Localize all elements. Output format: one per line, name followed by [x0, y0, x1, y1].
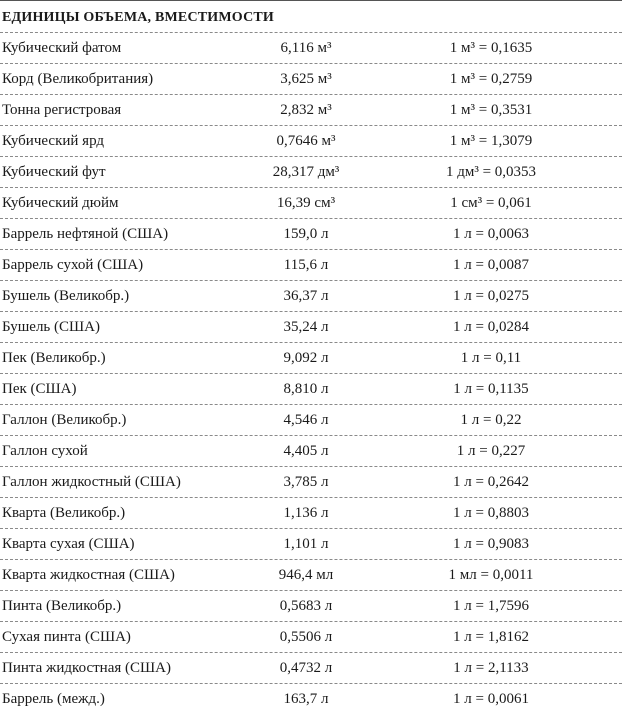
- table-row: [0, 157, 622, 188]
- table-body: [0, 33, 622, 715]
- unit-inverse-cell: 1 дм³ = 0,0353: [445, 163, 537, 180]
- unit-value-cell: 28,317 дм³: [272, 163, 340, 180]
- unit-name-cell: Галлон (Великобр.): [2, 411, 127, 428]
- unit-inverse-cell: 1 л = 0,0061: [453, 691, 529, 707]
- table-row: [0, 529, 622, 560]
- table-row: [0, 126, 622, 157]
- unit-inverse-cell: 1 л = 1,7596: [453, 597, 529, 614]
- unit-name-cell: Галлон жидкостный (США): [2, 473, 181, 490]
- unit-value-cell: 2,832 м³: [280, 101, 332, 118]
- unit-name-cell: Пек (США): [2, 380, 77, 397]
- unit-inverse-cell: 1 л = 0,9083: [453, 535, 529, 552]
- unit-inverse-cell: 1 см³ = 0,061: [450, 194, 532, 211]
- unit-value-cell: 163,7 л: [283, 691, 329, 707]
- table-row: [0, 653, 622, 684]
- table-title: ЕДИНИЦЫ ОБЪЕМА, ВМЕСТИМОСТИ: [0, 1, 622, 33]
- unit-inverse-cell: 1 м³ = 1,3079: [449, 132, 533, 149]
- unit-inverse-cell: 1 л = 0,22: [460, 411, 522, 428]
- unit-value-cell: 4,405 л: [283, 442, 329, 459]
- unit-inverse-cell: 1 мл = 0,0011: [448, 566, 534, 583]
- table-row: [0, 33, 622, 64]
- unit-value-cell: 0,5683 л: [279, 597, 333, 614]
- unit-name-cell: Галлон сухой: [2, 442, 88, 459]
- unit-value-cell: 0,7646 м³: [276, 132, 336, 149]
- unit-inverse-cell: 1 л = 0,0275: [453, 287, 529, 304]
- unit-inverse-cell: 1 л = 0,0087: [453, 256, 529, 273]
- unit-inverse-cell: 1 л = 1,8162: [453, 628, 529, 645]
- unit-name-cell: Пинта жидкостная (США): [2, 659, 171, 676]
- unit-name-cell: Баррель сухой (США): [2, 256, 144, 273]
- unit-inverse-cell: 1 л = 0,227: [456, 442, 526, 459]
- unit-name-cell: Тонна регистровая: [2, 101, 122, 118]
- unit-name-cell: Кварта (Великобр.): [2, 504, 126, 521]
- unit-name-cell: Пинта (Великобр.): [2, 597, 122, 614]
- unit-value-cell: 0,4732 л: [279, 659, 333, 676]
- unit-name-cell: Кварта сухая (США): [2, 535, 135, 552]
- unit-name-cell: Баррель нефтяной (США): [2, 225, 169, 242]
- unit-name-cell: Пек (Великобр.): [2, 349, 106, 366]
- unit-inverse-cell: 1 л = 0,0284: [453, 318, 529, 335]
- unit-name-cell: Баррель (межд.): [2, 691, 105, 707]
- unit-value-cell: 3,785 л: [283, 473, 329, 490]
- unit-value-cell: 946,4 мл: [278, 566, 334, 583]
- unit-value-cell: 4,546 л: [283, 411, 329, 428]
- unit-inverse-cell: 1 л = 0,0063: [453, 225, 529, 242]
- table-row: [0, 250, 622, 281]
- unit-name-cell: Кубический фут: [2, 163, 106, 180]
- unit-value-cell: 9,092 л: [283, 349, 329, 366]
- unit-inverse-cell: 1 м³ = 0,1635: [449, 39, 533, 56]
- unit-value-cell: 0,5506 л: [279, 628, 333, 645]
- unit-value-cell: 6,116 м³: [280, 39, 332, 56]
- unit-name-cell: Кубический фатом: [2, 39, 122, 56]
- table-row: [0, 374, 622, 405]
- table-row: [0, 188, 622, 219]
- table-row: [0, 560, 622, 591]
- unit-value-cell: 36,37 л: [283, 287, 329, 304]
- table-row: [0, 591, 622, 622]
- unit-value-cell: 1,136 л: [283, 504, 329, 521]
- unit-inverse-cell: 1 л = 0,8803: [453, 504, 529, 521]
- unit-name-cell: Бушель (США): [2, 318, 100, 335]
- table-row: [0, 64, 622, 95]
- unit-name-cell: Кварта жидкостная (США): [2, 566, 175, 583]
- table-row: [0, 436, 622, 467]
- unit-inverse-cell: 1 л = 0,11: [460, 349, 522, 366]
- unit-value-cell: 35,24 л: [283, 318, 329, 335]
- unit-value-cell: 8,810 л: [283, 380, 329, 397]
- unit-inverse-cell: 1 л = 0,1135: [453, 380, 529, 397]
- table-row: [0, 684, 622, 715]
- table-row: [0, 405, 622, 436]
- unit-name-cell: Кубический ярд: [2, 132, 104, 149]
- unit-value-cell: 1,101 л: [283, 535, 329, 552]
- unit-name-cell: Кубический дюйм: [2, 194, 119, 211]
- unit-value-cell: 159,0 л: [283, 225, 329, 242]
- table-row: [0, 219, 622, 250]
- table-row: [0, 498, 622, 529]
- table-row: [0, 467, 622, 498]
- unit-name-cell: Бушель (Великобр.): [2, 287, 130, 304]
- unit-value-cell: 3,625 м³: [280, 70, 332, 87]
- unit-inverse-cell: 1 м³ = 0,3531: [449, 101, 533, 118]
- unit-name-cell: Сухая пинта (США): [2, 628, 131, 645]
- table-row: [0, 343, 622, 374]
- table-row: [0, 622, 622, 653]
- table-row: [0, 281, 622, 312]
- unit-value-cell: 16,39 см³: [276, 194, 336, 211]
- unit-inverse-cell: 1 м³ = 0,2759: [449, 70, 533, 87]
- unit-inverse-cell: 1 л = 0,2642: [453, 473, 529, 490]
- table-row: [0, 95, 622, 126]
- unit-name-cell: Корд (Великобритания): [2, 70, 154, 87]
- unit-value-cell: 115,6 л: [283, 256, 329, 273]
- unit-inverse-cell: 1 л = 2,1133: [453, 659, 529, 676]
- table-row: [0, 312, 622, 343]
